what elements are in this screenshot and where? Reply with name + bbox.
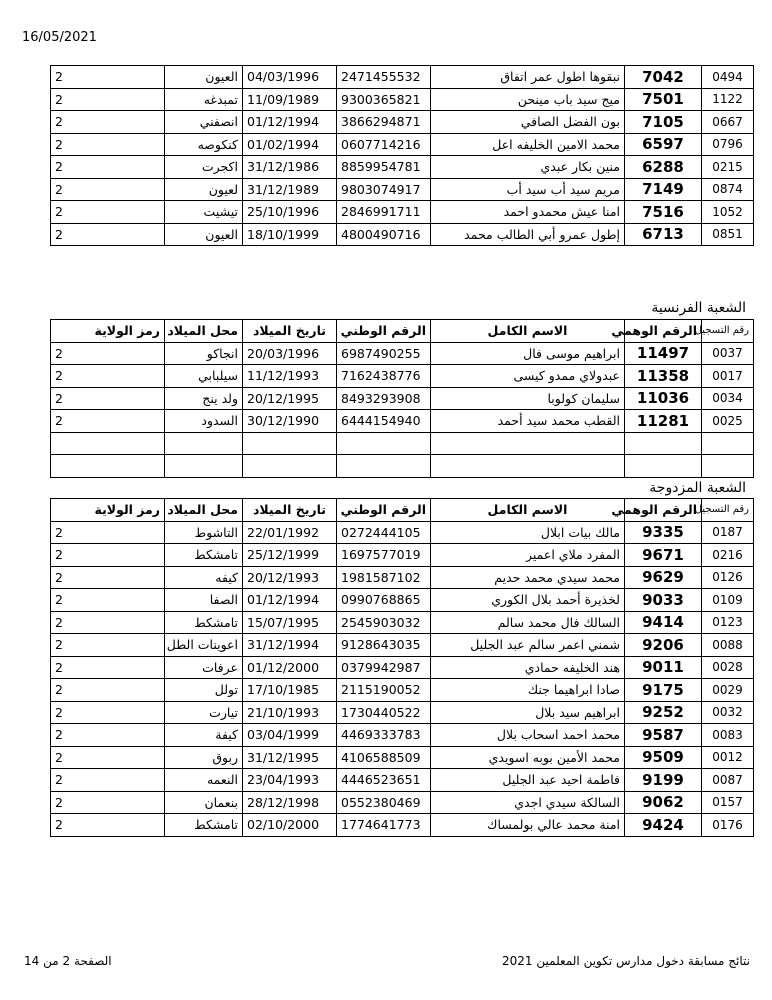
section-title-bilingual: الشعبة المزدوجة [649, 480, 746, 496]
cell-wilaya: 2 [51, 724, 165, 747]
cell-wilaya: 2 [51, 746, 165, 769]
cell-dob: 20/12/1993 [243, 566, 337, 589]
cell-code: 11497 [625, 342, 702, 365]
table-row [51, 201, 754, 224]
cell-reg: 0088 [702, 634, 754, 657]
cell-name: مالك بيات ابلال [431, 521, 625, 544]
cell-code: 7501 [625, 88, 702, 111]
cell-reg: 0034 [702, 387, 754, 410]
cell-dob: 18/10/1999 [243, 223, 337, 246]
cell-nni: 2115190052 [337, 679, 431, 702]
cell-pob: اكجرت [165, 156, 243, 179]
cell-wilaya: 2 [51, 201, 165, 224]
cell-pob: تولل [165, 679, 243, 702]
cell-dob: 20/12/1995 [243, 387, 337, 410]
cell-name: محمد الأمين بوبه اسويدي [431, 746, 625, 769]
cell-code: 9424 [625, 814, 702, 837]
cell-reg: 0126 [702, 566, 754, 589]
cell-reg: 0083 [702, 724, 754, 747]
cell-nni: 4106588509 [337, 746, 431, 769]
cell-dob: 03/04/1999 [243, 724, 337, 747]
cell-wilaya: 2 [51, 589, 165, 612]
table-row [51, 342, 754, 365]
empty-cell [625, 432, 702, 455]
cell-pob: العيون [165, 66, 243, 89]
cell-name: المفرد ملاي اعمير [431, 544, 625, 567]
cell-dob: 28/12/1998 [243, 791, 337, 814]
cell-reg: 0851 [702, 223, 754, 246]
cell-wilaya: 2 [51, 521, 165, 544]
cell-wilaya: 2 [51, 566, 165, 589]
cell-dob: 31/12/1994 [243, 634, 337, 657]
cell-reg: 0029 [702, 679, 754, 702]
cell-dob: 11/09/1989 [243, 88, 337, 111]
cell-pob: التاشوط [165, 521, 243, 544]
cell-dob: 31/12/1995 [243, 746, 337, 769]
cell-dob: 25/10/1996 [243, 201, 337, 224]
cell-nni: 2545903032 [337, 611, 431, 634]
cell-nni: 0990768865 [337, 589, 431, 612]
cell-dob: 22/01/1992 [243, 521, 337, 544]
cell-pob: ولد ينج [165, 387, 243, 410]
cell-name: القطب محمد سيد أحمد [431, 410, 625, 433]
cell-reg: 0028 [702, 656, 754, 679]
table-row [51, 611, 754, 634]
cell-wilaya: 2 [51, 156, 165, 179]
cell-name: شمني اعمر سالم عبد الجليل [431, 634, 625, 657]
cell-pob: تامشكط [165, 544, 243, 567]
cell-pob: عرفات [165, 656, 243, 679]
empty-cell [243, 455, 337, 478]
table-row [51, 365, 754, 388]
col-dob-header: تاريخ الميلاد [243, 320, 337, 343]
col-reg-header: رقم التسجيل [702, 499, 754, 522]
cell-dob: 04/03/1996 [243, 66, 337, 89]
cell-code: 9175 [625, 679, 702, 702]
col-dob-header: تاريخ الميلاد [243, 499, 337, 522]
table-row [51, 387, 754, 410]
table-row [51, 656, 754, 679]
cell-dob: 01/02/1994 [243, 133, 337, 156]
col-reg-header: رقم التسجيل [702, 320, 754, 343]
cell-nni: 8493293908 [337, 387, 431, 410]
col-nni-header: الرقم الوطني [337, 499, 431, 522]
cell-code: 9509 [625, 746, 702, 769]
cell-pob: تامشكط [165, 814, 243, 837]
table-row [51, 814, 754, 837]
empty-cell [702, 432, 754, 455]
cell-nni: 0552380469 [337, 791, 431, 814]
cell-dob: 23/04/1993 [243, 769, 337, 792]
cell-code: 9011 [625, 656, 702, 679]
cell-code: 6713 [625, 223, 702, 246]
cell-name: محمد سيدي محمد حديم [431, 566, 625, 589]
cell-nni: 3866294871 [337, 111, 431, 134]
empty-cell [625, 455, 702, 478]
cell-wilaya: 2 [51, 365, 165, 388]
cell-pob: انصفني [165, 111, 243, 134]
table-row [51, 589, 754, 612]
cell-code: 9671 [625, 544, 702, 567]
cell-pob: انجاكو [165, 342, 243, 365]
cell-nni: 1981587102 [337, 566, 431, 589]
col-name-header: الاسم الكامل [431, 320, 625, 343]
cell-reg: 0032 [702, 701, 754, 724]
cell-dob: 20/03/1996 [243, 342, 337, 365]
cell-code: 11036 [625, 387, 702, 410]
table-row [51, 544, 754, 567]
cell-code: 9062 [625, 791, 702, 814]
cell-nni: 6444154940 [337, 410, 431, 433]
table-row [51, 223, 754, 246]
cell-nni: 4446523651 [337, 769, 431, 792]
cell-pob: تيشيت [165, 201, 243, 224]
print-date: 16/05/2021 [22, 30, 97, 45]
cell-reg: 0494 [702, 66, 754, 89]
table-row [51, 724, 754, 747]
cell-pob: الصفا [165, 589, 243, 612]
cell-reg: 0017 [702, 365, 754, 388]
cell-name: إطول عمرو أبي الطالب محمد [431, 223, 625, 246]
cell-nni: 2471455532 [337, 66, 431, 89]
cell-nni: 1730440522 [337, 701, 431, 724]
table-row [51, 791, 754, 814]
cell-nni: 0607714216 [337, 133, 431, 156]
empty-cell [431, 432, 625, 455]
cell-reg: 0037 [702, 342, 754, 365]
cell-pob: ربوق [165, 746, 243, 769]
empty-cell [337, 432, 431, 455]
cell-name: لخذيرة أحمد بلال الكوري [431, 589, 625, 612]
table-row [51, 178, 754, 201]
cell-code: 11281 [625, 410, 702, 433]
cell-nni: 1774641773 [337, 814, 431, 837]
cell-code: 7516 [625, 201, 702, 224]
cell-wilaya: 2 [51, 791, 165, 814]
table-row [51, 769, 754, 792]
cell-code: 6288 [625, 156, 702, 179]
cell-name: بون الفضل الصافي [431, 111, 625, 134]
cell-reg: 0667 [702, 111, 754, 134]
cell-pob: العيون [165, 223, 243, 246]
col-pob-header: محل الميلاد [165, 320, 243, 343]
cell-wilaya: 2 [51, 769, 165, 792]
cell-reg: 0109 [702, 589, 754, 612]
cell-name: صادا ابراهيما جنك [431, 679, 625, 702]
cell-code: 9199 [625, 769, 702, 792]
cell-reg: 0187 [702, 521, 754, 544]
col-wilaya-header: رمز الولاية [51, 320, 165, 343]
table-row [51, 133, 754, 156]
section-title-french: الشعبة الفرنسية [651, 300, 746, 316]
cell-dob: 15/07/1995 [243, 611, 337, 634]
results-table-continued [50, 65, 754, 246]
cell-wilaya: 2 [51, 634, 165, 657]
cell-wilaya: 2 [51, 387, 165, 410]
results-table-bilingual [50, 498, 754, 837]
cell-pob: كيفه [165, 566, 243, 589]
col-name-header: الاسم الكامل [431, 499, 625, 522]
cell-nni: 9300365821 [337, 88, 431, 111]
cell-nni: 4800490716 [337, 223, 431, 246]
cell-code: 7149 [625, 178, 702, 201]
cell-name: محمد الامين الخليفه اعل [431, 133, 625, 156]
cell-wilaya: 2 [51, 342, 165, 365]
cell-nni: 9803074917 [337, 178, 431, 201]
cell-pob: بنعمان [165, 791, 243, 814]
cell-wilaya: 2 [51, 111, 165, 134]
cell-name: ابراهيم سيد بلال [431, 701, 625, 724]
cell-wilaya: 2 [51, 88, 165, 111]
cell-name: محمد احمد اسحاب بلال [431, 724, 625, 747]
cell-reg: 0215 [702, 156, 754, 179]
empty-cell [431, 455, 625, 478]
page-number: الصفحة 2 من 14 [24, 954, 112, 968]
table-header-row [51, 320, 754, 343]
cell-wilaya: 2 [51, 223, 165, 246]
cell-reg: 0025 [702, 410, 754, 433]
table-row [51, 701, 754, 724]
empty-cell [165, 455, 243, 478]
cell-name: مريم سيد أب سيد أب [431, 178, 625, 201]
cell-code: 9033 [625, 589, 702, 612]
cell-reg: 0012 [702, 746, 754, 769]
cell-dob: 17/10/1985 [243, 679, 337, 702]
cell-dob: 30/12/1990 [243, 410, 337, 433]
cell-wilaya: 2 [51, 611, 165, 634]
empty-cell [337, 455, 431, 478]
cell-wilaya: 2 [51, 544, 165, 567]
cell-code: 11358 [625, 365, 702, 388]
cell-pob: تمبدغه [165, 88, 243, 111]
table-row [51, 566, 754, 589]
cell-reg: 1122 [702, 88, 754, 111]
cell-reg: 0874 [702, 178, 754, 201]
cell-dob: 25/12/1999 [243, 544, 337, 567]
empty-cell [243, 432, 337, 455]
cell-code: 7105 [625, 111, 702, 134]
cell-name: هند الخليفه حمادي [431, 656, 625, 679]
table-row [51, 88, 754, 111]
cell-name: ميج سيد باب مينحن [431, 88, 625, 111]
cell-wilaya: 2 [51, 410, 165, 433]
cell-name: منين بكار عبدي [431, 156, 625, 179]
cell-code: 7042 [625, 66, 702, 89]
cell-pob: تامشكط [165, 611, 243, 634]
cell-nni: 4469333783 [337, 724, 431, 747]
cell-dob: 21/10/1993 [243, 701, 337, 724]
cell-name: عبدولاي ممدو كيسى [431, 365, 625, 388]
cell-wilaya: 2 [51, 701, 165, 724]
col-code-header: الرقم الوهمي [625, 320, 702, 343]
cell-wilaya: 2 [51, 656, 165, 679]
empty-cell [702, 455, 754, 478]
empty-row [51, 432, 754, 455]
cell-pob: النعمه [165, 769, 243, 792]
cell-nni: 0272444105 [337, 521, 431, 544]
empty-cell [165, 432, 243, 455]
cell-name: فاطمة احيد عبد الجليل [431, 769, 625, 792]
cell-wilaya: 2 [51, 133, 165, 156]
col-code-header: الرقم الوهمي [625, 499, 702, 522]
table-row [51, 66, 754, 89]
cell-dob: 31/12/1989 [243, 178, 337, 201]
cell-code: 9414 [625, 611, 702, 634]
cell-pob: تيارت [165, 701, 243, 724]
cell-reg: 0157 [702, 791, 754, 814]
table-row [51, 156, 754, 179]
cell-nni: 9128643035 [337, 634, 431, 657]
cell-nni: 2846991711 [337, 201, 431, 224]
empty-row [51, 455, 754, 478]
cell-code: 6597 [625, 133, 702, 156]
cell-pob: كنكوصه [165, 133, 243, 156]
cell-wilaya: 2 [51, 66, 165, 89]
table-row [51, 521, 754, 544]
empty-cell [51, 432, 165, 455]
document-title: نتائج مسابقة دخول مدارس تكوين المعلمين 2021 [502, 954, 750, 968]
cell-name: امنا عيش محمدو احمد [431, 201, 625, 224]
table-row [51, 111, 754, 134]
results-table-french [50, 319, 754, 478]
cell-nni: 6987490255 [337, 342, 431, 365]
cell-code: 9206 [625, 634, 702, 657]
cell-wilaya: 2 [51, 679, 165, 702]
cell-reg: 0176 [702, 814, 754, 837]
cell-dob: 01/12/1994 [243, 111, 337, 134]
col-wilaya-header: رمز الولاية [51, 499, 165, 522]
cell-dob: 02/10/2000 [243, 814, 337, 837]
cell-reg: 0123 [702, 611, 754, 634]
cell-reg: 0087 [702, 769, 754, 792]
cell-code: 9587 [625, 724, 702, 747]
cell-name: نبقوها اطول عمر اتفاق [431, 66, 625, 89]
cell-dob: 01/12/1994 [243, 589, 337, 612]
cell-code: 9629 [625, 566, 702, 589]
cell-nni: 1697577019 [337, 544, 431, 567]
col-pob-header: محل الميلاد [165, 499, 243, 522]
cell-code: 9335 [625, 521, 702, 544]
cell-pob: سيلبابي [165, 365, 243, 388]
cell-name: السالكة سيدي اجدي [431, 791, 625, 814]
cell-reg: 0796 [702, 133, 754, 156]
empty-cell [51, 455, 165, 478]
cell-pob: لعيون [165, 178, 243, 201]
cell-name: سليمان كولوبا [431, 387, 625, 410]
cell-name: السالك فال محمد سالم [431, 611, 625, 634]
cell-wilaya: 2 [51, 814, 165, 837]
cell-code: 9252 [625, 701, 702, 724]
table-header-row [51, 499, 754, 522]
cell-nni: 8859954781 [337, 156, 431, 179]
cell-dob: 31/12/1986 [243, 156, 337, 179]
cell-nni: 7162438776 [337, 365, 431, 388]
cell-pob: كيفة [165, 724, 243, 747]
cell-pob: اعوينات الطل [165, 634, 243, 657]
cell-dob: 11/12/1993 [243, 365, 337, 388]
cell-name: امنة محمد عالي بولمساك [431, 814, 625, 837]
cell-nni: 0379942987 [337, 656, 431, 679]
table-row [51, 679, 754, 702]
cell-wilaya: 2 [51, 178, 165, 201]
cell-reg: 0216 [702, 544, 754, 567]
cell-dob: 01/12/2000 [243, 656, 337, 679]
col-nni-header: الرقم الوطني [337, 320, 431, 343]
cell-name: ابراهيم موسى فال [431, 342, 625, 365]
table-row [51, 410, 754, 433]
table-row [51, 634, 754, 657]
table-row [51, 746, 754, 769]
cell-pob: السدود [165, 410, 243, 433]
cell-reg: 1052 [702, 201, 754, 224]
